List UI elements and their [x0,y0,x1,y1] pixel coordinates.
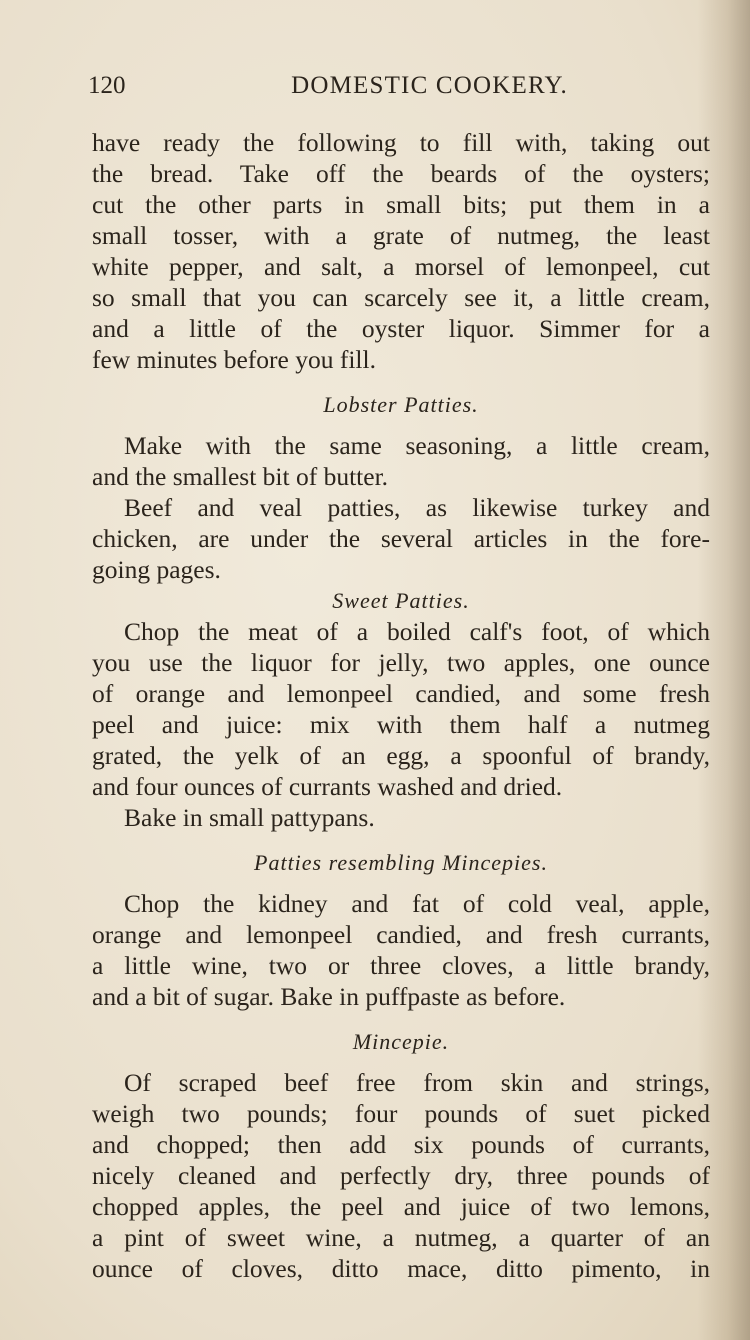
text-line: Chop the kidney and fat of cold veal, apple, [124,889,710,918]
text-line: ounce of cloves, ditto mace, ditto pimento, in [92,1254,710,1283]
text-line: chopped apples, the peel and juice of two lemons, [92,1192,710,1221]
text-line: grated, the yelk of an egg, a spoonful of brandy, [92,741,710,770]
text-line: so small that you can scarcely see it, a little cream, [92,283,710,312]
running-title: DOMESTIC COOKERY. [291,72,568,99]
text-line: Make with the same seasoning, a little cream, [124,431,710,460]
text-line: orange and lemonpeel candied, and fresh currants, [92,920,710,949]
text-line: and chopped; then add six pounds of currants, [92,1130,710,1159]
text-line: white pepper, and salt, a morsel of lemonpeel, cut [92,252,710,281]
text-line: chicken, are under the several articles in the fore- [92,524,710,553]
text-line: of orange and lemonpeel candied, and some fresh [92,679,710,708]
text-line: a pint of sweet wine, a nutmeg, a quarter of an [92,1223,710,1252]
text-line: have ready the following to fill with, taking out [92,128,710,157]
section-heading-mincepie: Mincepie. [352,1029,450,1054]
text-line: a little wine, two or three cloves, a little brandy, [92,951,710,980]
section-heading-sweet-patties: Sweet Patties. [332,588,470,613]
text-line: going pages. [92,555,221,584]
paragraph [92,492,710,585]
page-header [88,72,568,106]
text-line: and a bit of sugar. Bake in puffpaste as before. [92,982,566,1011]
text-line: and the smallest bit of butter. [92,462,389,491]
paragraph [92,616,710,802]
text-line: Beef and veal patties, as likewise turkey and [124,493,710,522]
text-line: peel and juice: mix with them half a nutmeg [92,710,710,739]
paragraph [92,1067,710,1284]
text-line: and four ounces of currants washed and dried. [92,772,563,801]
text-line: Chop the meat of a boiled calf's foot, of which [124,617,710,646]
body-text [92,127,710,1284]
section-heading-patties-resembling-mincepies: Patties resembling Mincepies. [254,850,548,875]
text-line: nicely cleaned and perfectly dry, three pounds of [92,1161,710,1190]
text-line: small tosser, with a grate of nutmeg, the least [92,221,710,250]
text-line: Of scraped beef free from skin and strings, [124,1068,710,1097]
text-line: you use the liquor for jelly, two apples, one ounce [92,648,710,677]
text-line: weigh two pounds; four pounds of suet picked [92,1099,710,1128]
text-line: and a little of the oyster liquor. Simmer for a [92,314,710,343]
page-number: 120 [88,72,126,99]
section-heading-lobster-patties: Lobster Patties. [323,392,479,417]
text-line: Bake in small pattypans. [124,803,375,832]
paragraph [92,127,710,375]
text-line: the bread. Take off the beards of the oysters; [92,159,710,188]
paragraph [92,802,710,833]
text-line: cut the other parts in small bits; put them in a [92,190,710,219]
text-line: few minutes before you fill. [92,345,376,374]
paragraph [92,888,710,1012]
paragraph [92,430,710,492]
